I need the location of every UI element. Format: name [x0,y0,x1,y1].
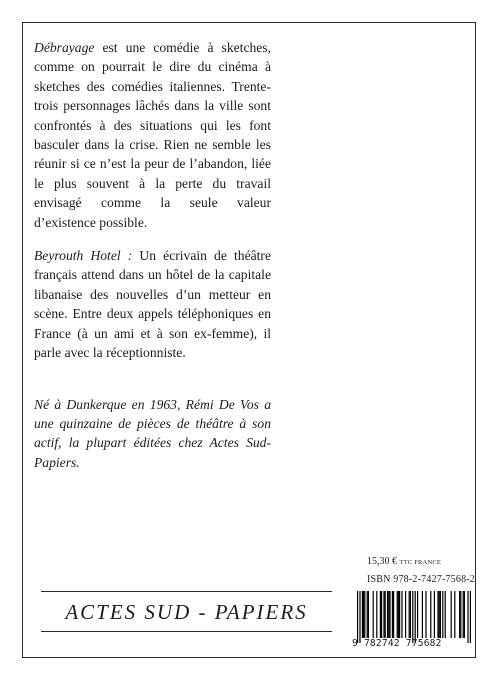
blurb-text-beyrouth-hotel: Un écrivain de théâtre français attend dans un hôtel de la capitale libanaise des nouvelles d’un metteur en scène. Entre deux appels téléphoniques en France (à un ami et à son ex-femme), il parle avec la réceptionniste. [34,248,271,361]
barcode-bar [442,591,443,638]
barcode-bar [440,591,441,638]
barcode-digits: 9 782742 775682 [352,638,442,649]
barcode-bar [363,591,364,638]
barcode-bar [367,591,368,638]
publisher-name: ACTES SUD - PAPIERS [65,600,308,624]
barcode-bar [410,591,411,638]
barcode-bar [381,591,382,638]
barcode-bar [380,591,381,638]
price-tax-label: TTC FRANCE [399,559,442,566]
barcode-bar [376,591,377,638]
barcode-bar [460,591,461,638]
barcode [352,591,472,647]
blurb-paragraph-beyrouth-hotel [34,246,271,362]
barcode-bar [464,591,465,638]
price-amount: 15,30 € [367,556,397,567]
barcode-bar [445,591,446,638]
barcode-bar [415,591,416,643]
barcode-bar [459,591,460,638]
author-bio: Né à Dunkerque en 1963, Rémi De Vos a une quinzaine de pièces de théâtre à son actif, la plupart éditées chez Actes Sud-Papiers. [34,396,271,470]
barcode-bar [417,591,418,638]
barcode-bar [392,591,393,638]
barcode-bar [388,591,389,638]
barcode-bar [439,591,440,638]
barcode-bar [425,591,426,638]
publisher-logo [41,591,332,632]
barcode-bar [430,591,431,638]
blurb-text-debrayage: est une comédie à sketches, comme on pourrait le dire du cinéma à sketches des comédies italiennes. Trente-trois personnages lâchés dans la ville sont confrontés à des situations qui les font basculer dans la crise. Rien ne semble les réunir si ce n’est la peur de l’abandon, liée le plus souvent à la perte du travail envisagé comme la seule valeur d’existence possible. [34,40,271,230]
back-cover-blurb [34,38,271,486]
barcode-bar [368,591,369,638]
barcode-bar [467,591,468,643]
barcode-bar [470,591,471,643]
play-title-debrayage: Débrayage [34,40,95,55]
barcode-bar [383,591,384,638]
barcode-bar [409,591,410,638]
barcode-bar [451,591,452,638]
barcode-bar [434,591,435,638]
barcode-bar [422,591,423,638]
barcode-bar [357,591,358,643]
barcode-bar [398,591,399,638]
barcode-bar [405,591,406,638]
blurb-paragraph-debrayage [34,38,271,232]
barcode-bar [399,591,400,638]
barcode-bar [385,591,386,638]
barcode-bar [412,591,413,643]
barcode-bar [454,591,455,638]
barcode-bar [387,591,388,638]
isbn-number: ISBN 978-2-7427-7568-2 [367,574,476,585]
barcode-bar [393,591,394,638]
barcode-bar [364,591,365,638]
barcode-bar [463,591,464,638]
barcode-bar [362,591,363,638]
barcode-bar [397,591,398,638]
barcode-bar [373,591,374,638]
barcode-bar [359,591,360,643]
play-title-beyrouth-hotel: Beyrouth Hotel : [34,248,133,264]
barcode-bar [401,591,402,638]
barcode-bar [389,591,390,638]
price-label [367,556,441,569]
barcode-bar [437,591,438,638]
